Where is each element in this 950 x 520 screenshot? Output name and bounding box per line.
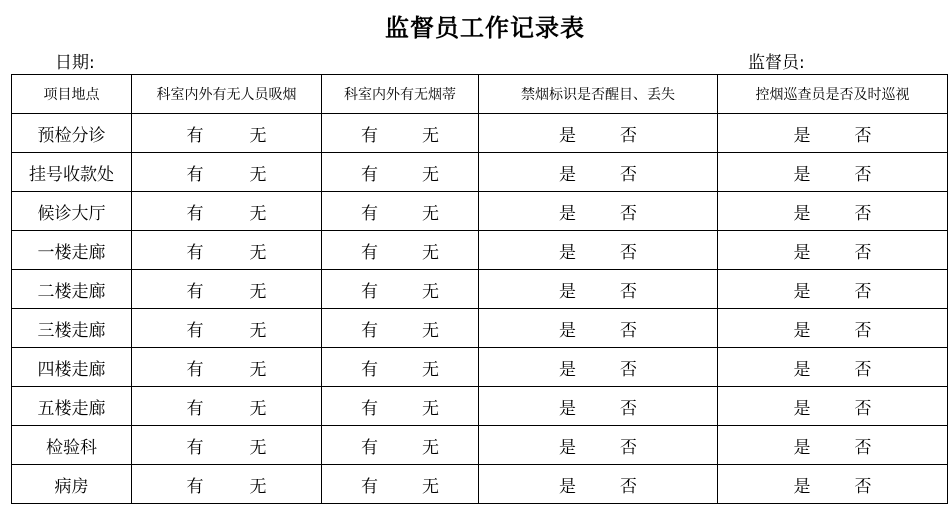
- option-cell: [322, 114, 479, 153]
- option-cell: [132, 114, 322, 153]
- option-no[interactable]: 否: [620, 281, 637, 302]
- option-yes[interactable]: 有: [186, 437, 204, 458]
- option-cell: [322, 270, 479, 309]
- location-cell: 挂号收款处: [12, 153, 132, 192]
- header-patrol-inspection: 控烟巡查员是否及时巡视: [718, 75, 948, 114]
- option-no[interactable]: 否: [620, 125, 637, 146]
- record-table: [11, 74, 948, 504]
- option-yes[interactable]: 是: [559, 242, 576, 263]
- option-cell: [132, 270, 322, 309]
- table-row: [12, 270, 948, 309]
- option-no[interactable]: 否: [620, 437, 637, 458]
- option-cell: [479, 153, 718, 192]
- option-cell: [322, 387, 479, 426]
- option-cell: [718, 387, 948, 426]
- option-no[interactable]: 否: [620, 203, 637, 224]
- option-yes[interactable]: 有: [186, 242, 204, 263]
- option-no[interactable]: 否: [854, 320, 872, 341]
- option-no[interactable]: 否: [620, 164, 637, 185]
- table-row: [12, 192, 948, 231]
- option-yes[interactable]: 有: [186, 164, 204, 185]
- option-no[interactable]: 无: [422, 125, 439, 146]
- option-yes[interactable]: 有: [186, 476, 204, 497]
- option-yes[interactable]: 有: [361, 437, 378, 458]
- option-yes[interactable]: 是: [793, 125, 811, 146]
- header-no-smoking-signs: 禁烟标识是否醒目、丢失: [479, 75, 718, 114]
- option-cell: [718, 309, 948, 348]
- page-title: 监督员工作记录表: [385, 13, 585, 42]
- option-yes[interactable]: 是: [559, 398, 576, 419]
- header-location: 项目地点: [12, 75, 132, 114]
- option-cell: [132, 231, 322, 270]
- option-yes[interactable]: 有: [361, 398, 378, 419]
- option-no[interactable]: 否: [854, 359, 872, 380]
- option-cell: [479, 387, 718, 426]
- option-cell: [132, 465, 322, 504]
- table-row: [12, 387, 948, 426]
- option-cell: [718, 153, 948, 192]
- option-yes[interactable]: 有: [186, 320, 204, 341]
- option-yes[interactable]: 有: [186, 125, 204, 146]
- location-cell: 二楼走廊: [12, 270, 132, 309]
- option-yes[interactable]: 有: [361, 320, 378, 341]
- option-yes[interactable]: 是: [559, 125, 576, 146]
- option-no[interactable]: 否: [854, 281, 872, 302]
- option-no[interactable]: 无: [249, 320, 267, 341]
- option-no[interactable]: 无: [422, 320, 439, 341]
- option-yes[interactable]: 是: [559, 203, 576, 224]
- option-yes[interactable]: 是: [793, 203, 811, 224]
- option-cell: [322, 231, 479, 270]
- option-yes[interactable]: 是: [793, 398, 811, 419]
- option-yes[interactable]: 有: [186, 359, 204, 380]
- option-yes[interactable]: 是: [793, 242, 811, 263]
- option-cell: [132, 153, 322, 192]
- option-cell: [132, 348, 322, 387]
- option-cell: [479, 465, 718, 504]
- option-no[interactable]: 否: [854, 476, 872, 497]
- location-cell: 五楼走廊: [12, 387, 132, 426]
- option-yes[interactable]: 是: [793, 281, 811, 302]
- option-no[interactable]: 否: [854, 125, 872, 146]
- option-no[interactable]: 无: [422, 242, 439, 263]
- option-no[interactable]: 否: [620, 242, 637, 263]
- option-yes[interactable]: 是: [793, 359, 811, 380]
- option-cell: [718, 231, 948, 270]
- option-cell: [132, 192, 322, 231]
- option-no[interactable]: 否: [620, 476, 637, 497]
- option-no[interactable]: 无: [422, 281, 439, 302]
- option-yes[interactable]: 是: [793, 320, 811, 341]
- supervisor-label: 监督员:: [748, 53, 805, 73]
- location-cell: 一楼走廊: [12, 231, 132, 270]
- option-yes[interactable]: 是: [559, 281, 576, 302]
- table-row: [12, 309, 948, 348]
- option-no[interactable]: 否: [854, 164, 872, 185]
- option-no[interactable]: 无: [249, 281, 267, 302]
- option-cell: [718, 270, 948, 309]
- option-yes[interactable]: 是: [793, 437, 811, 458]
- option-no[interactable]: 否: [854, 398, 872, 419]
- option-cell: [322, 348, 479, 387]
- option-cell: [718, 426, 948, 465]
- option-yes[interactable]: 有: [186, 281, 204, 302]
- option-yes[interactable]: 是: [559, 359, 576, 380]
- location-cell: 检验科: [12, 426, 132, 465]
- location-cell: 三楼走廊: [12, 309, 132, 348]
- location-cell: 预检分诊: [12, 114, 132, 153]
- option-no[interactable]: 否: [854, 242, 872, 263]
- option-no[interactable]: 无: [249, 398, 267, 419]
- option-cell: [322, 309, 479, 348]
- option-no[interactable]: 否: [620, 359, 637, 380]
- option-yes[interactable]: 是: [559, 320, 576, 341]
- option-no[interactable]: 否: [620, 320, 637, 341]
- option-yes[interactable]: 有: [361, 359, 378, 380]
- option-yes[interactable]: 是: [559, 164, 576, 185]
- table-row: [12, 465, 948, 504]
- date-label: 日期:: [55, 53, 95, 73]
- option-cell: [322, 426, 479, 465]
- option-yes[interactable]: 是: [793, 164, 811, 185]
- option-yes[interactable]: 有: [361, 476, 378, 497]
- header-cigarette-butts: 科室内外有无烟蒂: [322, 75, 479, 114]
- option-yes[interactable]: 有: [361, 242, 378, 263]
- header-smoking-persons: 科室内外有无人员吸烟: [132, 75, 322, 114]
- option-no[interactable]: 无: [422, 476, 439, 497]
- location-cell: 病房: [12, 465, 132, 504]
- option-cell: [322, 465, 479, 504]
- option-yes[interactable]: 有: [361, 203, 378, 224]
- option-yes[interactable]: 是: [793, 476, 811, 497]
- option-no[interactable]: 无: [422, 359, 439, 380]
- option-yes[interactable]: 有: [361, 125, 378, 146]
- option-cell: [718, 114, 948, 153]
- option-yes[interactable]: 是: [559, 437, 576, 458]
- option-cell: [479, 231, 718, 270]
- option-yes[interactable]: 有: [361, 281, 378, 302]
- option-cell: [132, 426, 322, 465]
- option-no[interactable]: 无: [422, 203, 439, 224]
- option-no[interactable]: 否: [620, 398, 637, 419]
- table-header-row: [12, 75, 948, 114]
- option-no[interactable]: 无: [422, 437, 439, 458]
- table-body: [12, 114, 948, 504]
- option-no[interactable]: 无: [422, 164, 439, 185]
- option-cell: [479, 348, 718, 387]
- option-cell: [479, 192, 718, 231]
- option-cell: [718, 348, 948, 387]
- location-cell: 四楼走廊: [12, 348, 132, 387]
- location-cell: 候诊大厅: [12, 192, 132, 231]
- option-cell: [479, 426, 718, 465]
- option-cell: [322, 153, 479, 192]
- option-yes[interactable]: 有: [186, 203, 204, 224]
- option-no[interactable]: 无: [249, 437, 267, 458]
- option-no[interactable]: 无: [249, 242, 267, 263]
- option-no[interactable]: 无: [249, 476, 267, 497]
- option-no[interactable]: 无: [249, 125, 267, 146]
- option-no[interactable]: 无: [249, 164, 267, 185]
- option-cell: [718, 465, 948, 504]
- option-yes[interactable]: 有: [361, 164, 378, 185]
- table-row: [12, 231, 948, 270]
- option-no[interactable]: 无: [249, 203, 267, 224]
- option-yes[interactable]: 有: [186, 398, 204, 419]
- option-no[interactable]: 无: [422, 398, 439, 419]
- option-cell: [479, 270, 718, 309]
- option-cell: [132, 309, 322, 348]
- option-cell: [479, 114, 718, 153]
- table-row: [12, 114, 948, 153]
- option-cell: [718, 192, 948, 231]
- option-cell: [132, 387, 322, 426]
- option-yes[interactable]: 是: [559, 476, 576, 497]
- option-cell: [479, 309, 718, 348]
- option-no[interactable]: 否: [854, 203, 872, 224]
- table-row: [12, 426, 948, 465]
- option-no[interactable]: 无: [249, 359, 267, 380]
- option-no[interactable]: 否: [854, 437, 872, 458]
- table-row: [12, 153, 948, 192]
- table-row: [12, 348, 948, 387]
- option-cell: [322, 192, 479, 231]
